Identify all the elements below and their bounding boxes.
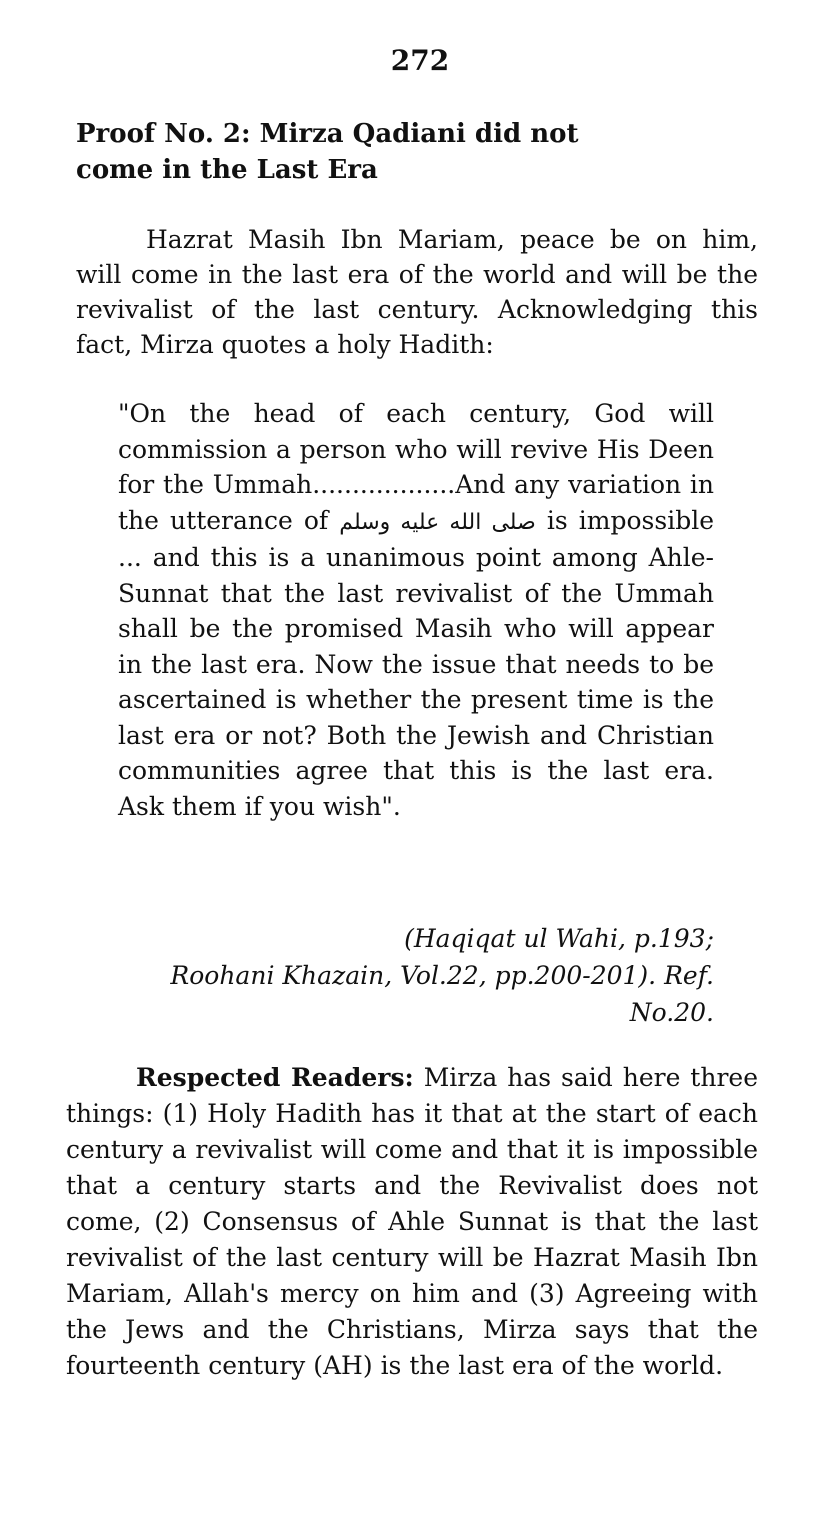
citation-line: Roohani Khazain, Vol.22, pp.200-201). Ref. xyxy=(170,961,714,990)
citation-reference xyxy=(118,920,714,1031)
arabic-salutation: صلى الله عليه وسلم xyxy=(339,509,536,535)
page-number: 272 xyxy=(390,44,450,77)
readers-text: Mirza has said here three things: (1) Holy Hadith has it that at the start of each century a revivalist will come and that it is impossible that a century starts and the Revivalist does not come, (2) Consensus of Ahle Sunnat is that the last revivalist of the last century will be Hazrat Masih Ibn Mariam, Allah's mercy on him and (3) Agreeing with the Jews and the Christians, Mirza says that the fourteenth century (AH) is the last era of the world. xyxy=(66,1063,758,1380)
quote-text: "On the head of each century, God will commission a person who will revive His Deen for the Ummah..................And any variation in the utterance of xyxy=(118,399,714,535)
section-heading xyxy=(76,116,636,188)
readers-label: Respected Readers: xyxy=(136,1063,414,1092)
heading-line: Proof No. 2: Mirza Qadiani did not xyxy=(76,119,579,149)
readers-paragraph xyxy=(66,1060,758,1384)
citation-line: (Haqiqat ul Wahi, p.193; xyxy=(404,924,714,953)
hadith-quote-block xyxy=(118,396,714,824)
citation-line: No.20. xyxy=(629,998,714,1027)
intro-paragraph: Hazrat Masih Ibn Mariam, peace be on him, will come in the last era of the world and will be the revivalist of the last century. Acknowledging this fact, Mirza quotes a holy Hadith: xyxy=(76,225,758,359)
heading-line: come in the Last Era xyxy=(76,155,378,185)
quote-text: is impossible ... and this is a unanimous point among Ahle-Sunnat that the last revivalist of the Ummah shall be the promised Masih who will appear in the last era. Now the issue that needs to be ascertained is whether the present time is the last era or not? Both the Jewish and Christian communities agree that this is the last era. Ask them if you wish". xyxy=(118,505,714,821)
